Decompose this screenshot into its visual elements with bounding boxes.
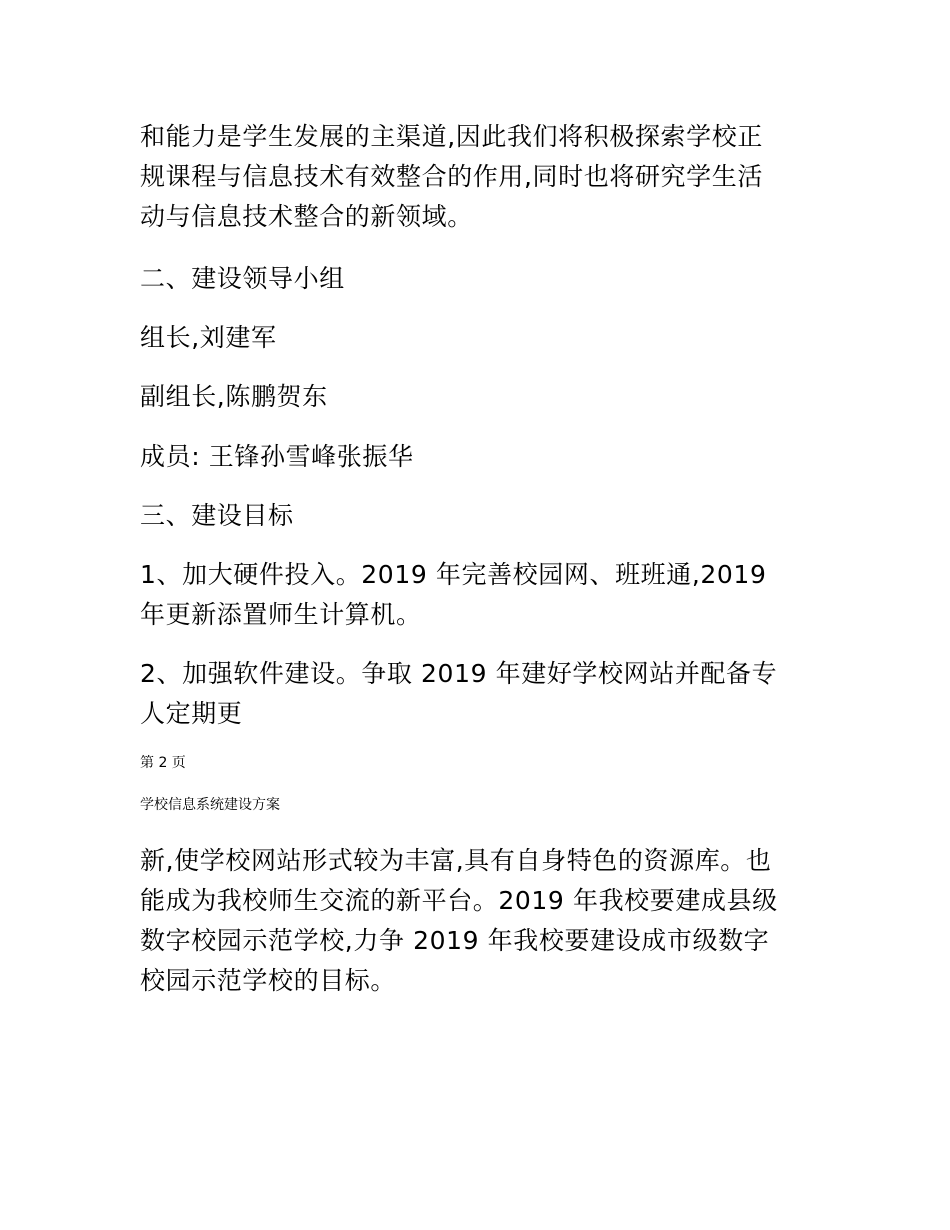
section-2-heading — [140, 259, 820, 299]
intro-line-2: 规课程与信息技术有效整合的作用,同时也将研究学生活 — [140, 162, 763, 191]
leader-text: 组长,刘建军 — [140, 323, 277, 352]
goal-1-paragraph — [140, 555, 820, 635]
goal-1-line-1: 1、加大硬件投入。2019 年完善校园网、班班通,2019 — [140, 560, 767, 589]
intro-line-3: 动与信息技术整合的新领域。 — [140, 202, 473, 231]
members-line — [140, 437, 820, 477]
section-3-heading — [140, 496, 820, 536]
intro-line-1: 和能力是学生发展的主渠道,因此我们将积极探索学校正 — [140, 122, 763, 151]
deputy-leader-line — [140, 377, 820, 417]
deputy-leader-text: 副组长,陈鹏贺东 — [140, 382, 328, 411]
goal-2-line-1: 2、加强软件建设。争取 2019 年建好学校网站并配备专 — [140, 659, 778, 688]
page-header-title: 学校信息系统建设方案 — [140, 797, 280, 813]
goal-1-line-2: 年更新添置师生计算机。 — [140, 600, 422, 629]
continuation-line-4: 校园示范学校的目标。 — [140, 966, 397, 995]
section-2-heading-text: 二、建设领导小组 — [140, 264, 345, 293]
page-footer: 第 2 页 — [140, 755, 186, 771]
continuation-line-2: 能成为我校师生交流的新平台。2019 年我校要建成县级 — [140, 886, 778, 915]
continuation-line-3: 数字校园示范学校,力争 2019 年我校要建设成市级数字 — [140, 926, 770, 955]
continuation-paragraph — [140, 841, 820, 1001]
members-text: 成员: 王锋孙雪峰张振华 — [140, 442, 414, 471]
section-3-heading-text: 三、建设目标 — [140, 501, 294, 530]
intro-paragraph — [140, 117, 820, 237]
leader-line — [140, 318, 820, 358]
goal-2-line-2: 人定期更 — [140, 699, 243, 728]
continuation-line-1: 新,使学校网站形式较为丰富,具有自身特色的资源库。也 — [140, 846, 772, 875]
goal-2-paragraph — [140, 654, 820, 734]
